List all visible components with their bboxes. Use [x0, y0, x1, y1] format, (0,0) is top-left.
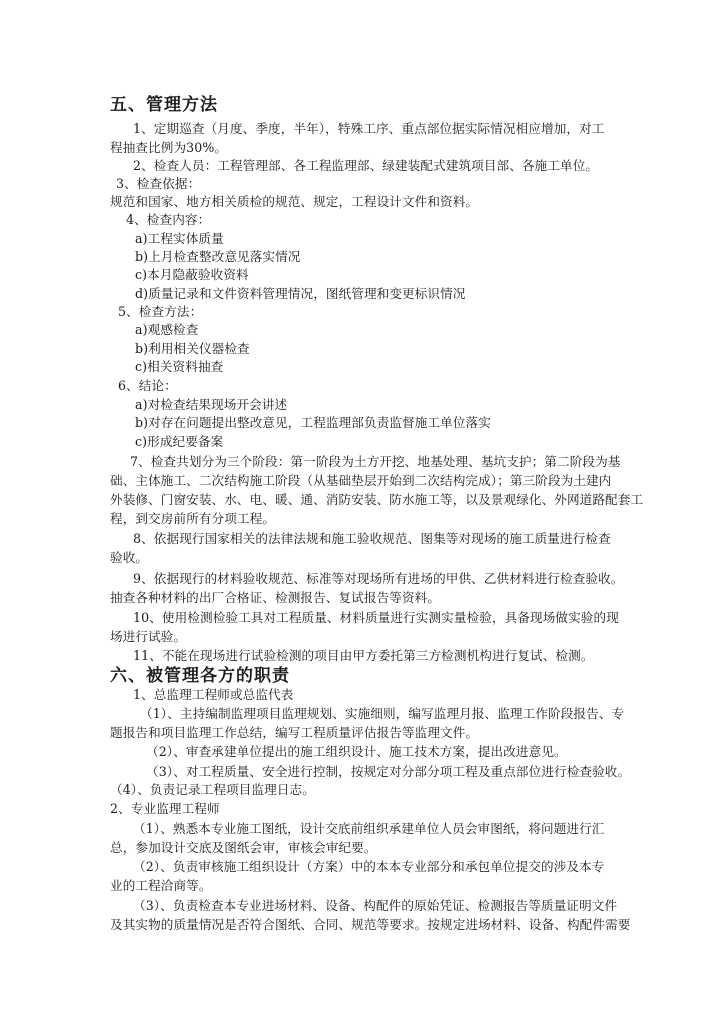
- item-7-line-2: 础、主体施工、二次结构施工阶段（从基础垫层开始到二次结构完成）；第三阶段为土建内: [110, 473, 612, 488]
- item-1-line-2: 程抽查比例为30%。: [110, 140, 228, 155]
- sub-2-heading: 2、专业监理工程师: [110, 801, 220, 816]
- item-5-c: c)相关资料抽查: [135, 359, 224, 374]
- item-10-line-1: 10、使用检测检验工具对工程质量、材料质量进行实测实量检验，具备现场做实验的现: [133, 610, 619, 625]
- item-4-b: b)上月检查整改意见落实情况: [135, 249, 301, 264]
- item-4-c: c)本月隐蔽验收资料: [135, 267, 249, 282]
- item-6-c: c)形成纪要备案: [135, 434, 224, 449]
- item-4-d: d)质量记录和文件资料管理情况，图纸管理和变更标识情况: [135, 286, 466, 301]
- item-5-heading: 5、检查方法：: [118, 304, 203, 319]
- sub-2-para-1-line-1: （1）、熟悉本专业施工图纸，设计交底前组织承建单位人员会审图纸，将问题进行汇: [133, 821, 605, 836]
- section-6-heading: 六、被管理各方的职责: [110, 666, 290, 686]
- sub-1-para-2: （2）、审查承建单位提出的施工组织设计、施工技术方案，提出改进意见。: [146, 744, 567, 759]
- item-6-heading: 6、结论：: [118, 378, 177, 393]
- item-3-heading: 3、检查依据：: [116, 176, 201, 191]
- item-5-b: b)利用相关仪器检查: [135, 341, 250, 356]
- item-1-line-1: 1、定期巡查（月度、季度，半年），特殊工序、重点部位据实际情况相应增加，对工: [133, 121, 605, 136]
- item-9-line-1: 9、依据现行的材料验收规范、标准等对现场所有进场的甲供、乙供材料进行检查验收。: [133, 571, 624, 586]
- item-6-a: a)对检查结果现场开会讲述: [135, 397, 288, 412]
- item-4-heading: 4、检查内容：: [126, 212, 211, 227]
- item-7-line-1: 7、检查共划分为三个阶段：第一阶段为土方开挖、地基处理、基坑支护；第二阶段为基: [130, 454, 621, 469]
- item-4-a: a)工程实体质量: [135, 231, 224, 246]
- sub-2-para-2-line-1: （2）、负责审核施工组织设计（方案）中的本本专业部分和承包单位提交的涉及本专: [133, 859, 605, 874]
- sub-2-para-3-line-2: 及其实物的质量情况是否符合图纸、合同、规范等要求。按规定进场材料、设备、构配件需要: [110, 917, 631, 932]
- sub-1-para-1-line-2: 题报告和项目监理工作总结，编写工程质量评估报告等监理文件。: [110, 725, 479, 740]
- item-8-line-2: 验收。: [110, 550, 149, 565]
- item-6-b: b)对存在问题提出整改意见，工程监理部负责监督施工单位落实: [135, 415, 491, 430]
- sub-2-para-1-line-2: 总，参加设计交底及图纸会审，审核会审纪要。: [110, 840, 377, 855]
- sub-2-para-3-line-1: （3）、负责检查本专业进场材料、设备、构配件的原始凭证、检测报告等质量证明文件: [133, 898, 618, 913]
- item-9-line-2: 抽查各种材料的出厂合格证、检测报告、复试报告等资料。: [110, 590, 441, 605]
- sub-1-para-4: （4）、负责记录工程项目监理日志。: [110, 782, 315, 797]
- sub-2-para-2-line-2: 业的工程洽商等。: [110, 878, 212, 893]
- item-11: 11、不能在现场进行试验检测的项目由甲方委托第三方检测机构进行复试、检测。: [133, 648, 594, 663]
- item-7-line-3: 外装修、门窗安装、水、电、暖、通、消防安装、防水施工等，以及景观绿化、外网道路配套工: [110, 492, 644, 507]
- item-5-a: a)观感检查: [135, 322, 199, 337]
- sub-1-para-1-line-1: （1）、主持编制监理项目监理规划、实施细则，编写监理月报、监理工作阶段报告、专: [140, 706, 625, 721]
- sub-1-heading: 1、总监理工程师或总监代表: [133, 687, 294, 702]
- item-10-line-2: 场进行试验。: [110, 629, 187, 644]
- item-7-line-4: 程，到交房前所有分项工程。: [110, 511, 276, 526]
- section-5-heading: 五、管理方法: [110, 95, 218, 115]
- item-8-line-1: 8、依据现行国家相关的法律法规和施工验收规范、图集等对现场的施工质量进行检查: [133, 531, 611, 546]
- item-3-body: 规范和国家、地方相关质检的规范、规定，工程设计文件和资料。: [110, 194, 479, 209]
- sub-1-para-3: （3）、对工程质量、安全进行控制，按规定对分部分项工程及重点部位进行检查验收。: [146, 764, 631, 779]
- item-2: 2、检查人员：工程管理部、各工程监理部、绿建装配式建筑项目部、各施工单位。: [133, 158, 599, 173]
